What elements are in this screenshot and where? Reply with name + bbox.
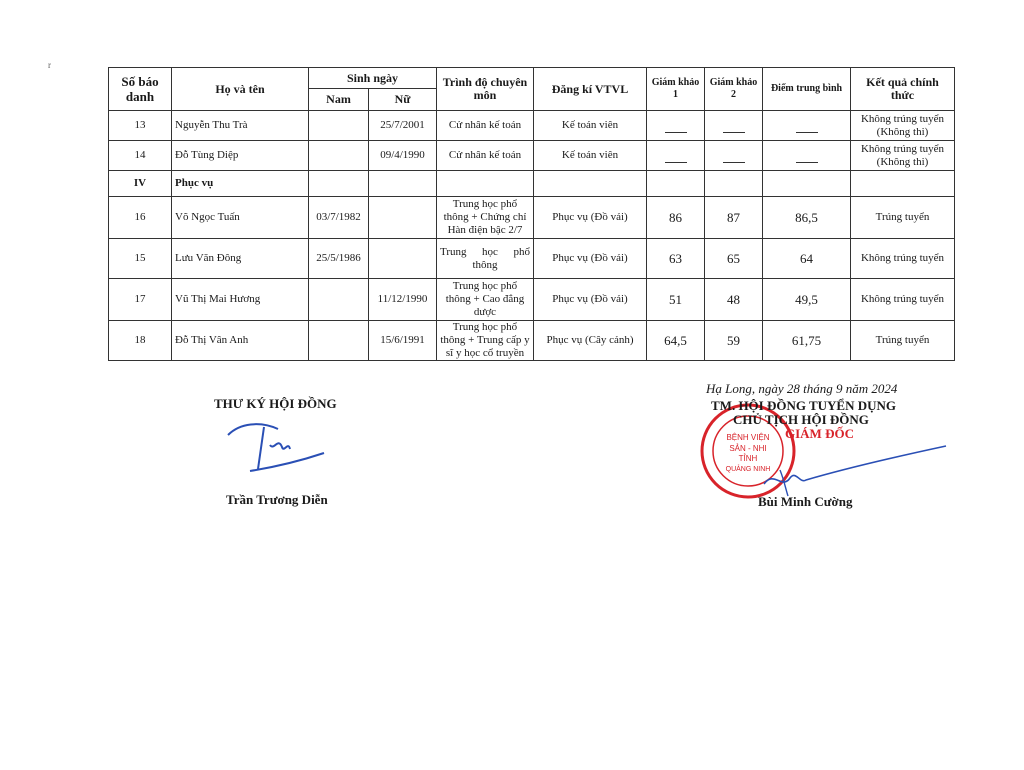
cell-g2: 59 xyxy=(705,321,763,361)
cell-avg: 49,5 xyxy=(763,279,851,321)
cell-female xyxy=(369,239,437,279)
table-row xyxy=(109,279,955,321)
cell-name: Lưu Văn Đông xyxy=(172,239,309,279)
cell-female xyxy=(369,197,437,239)
cell-female: 11/12/1990 xyxy=(369,279,437,321)
cell-position: Kế toán viên xyxy=(534,111,647,141)
cell-result: Trúng tuyển xyxy=(851,197,955,239)
cell-position: Phục vụ (Đồ vải) xyxy=(534,279,647,321)
dash-mark xyxy=(665,132,687,133)
cell-avg: 86,5 xyxy=(763,197,851,239)
cell-g2 xyxy=(705,111,763,141)
chair-title-line: CHỦ TỊCH HỘI ĐỒNG xyxy=(733,412,869,427)
cell-male: 03/7/1982 xyxy=(309,197,369,239)
cell-male: 25/5/1986 xyxy=(309,239,369,279)
cell-name: Nguyễn Thu Trà xyxy=(172,111,309,141)
qual-line-1: Trung học phổ xyxy=(440,245,530,258)
cell-male xyxy=(309,141,369,171)
cell-name: Võ Ngọc Tuấn xyxy=(172,197,309,239)
section-roman: IV xyxy=(109,171,172,197)
secretary-signature xyxy=(220,415,330,485)
svg-text:BỆNH VIỆN: BỆNH VIỆN xyxy=(726,433,770,442)
cell-position: Phục vụ (Đồ vải) xyxy=(534,239,647,279)
table-row xyxy=(109,197,955,239)
cell-g2: 65 xyxy=(705,239,763,279)
cell-qualification: Trung học phổ thông + Cao đẳng dược xyxy=(437,279,534,321)
cell-g1 xyxy=(647,111,705,141)
cell-sbd: 14 xyxy=(109,141,172,171)
cell-name: Đỗ Thị Vân Anh xyxy=(172,321,309,361)
qual-line-2: thông xyxy=(472,258,498,271)
header-female: Nữ xyxy=(369,89,437,111)
table-row xyxy=(109,239,955,279)
cell-result: Trúng tuyển xyxy=(851,321,955,361)
cell-g2 xyxy=(705,141,763,171)
cell-male xyxy=(309,321,369,361)
table-row xyxy=(109,321,955,361)
cell-sbd: 15 xyxy=(109,239,172,279)
header-row xyxy=(109,68,955,89)
header-dob: Sinh ngày xyxy=(309,68,437,89)
cell-female: 09/4/1990 xyxy=(369,141,437,171)
table-row xyxy=(109,111,955,141)
cell-name: Đỗ Tùng Diệp xyxy=(172,141,309,171)
cell-result: Không trúng tuyển xyxy=(851,279,955,321)
dash-mark xyxy=(723,132,745,133)
chair-name: Bùi Minh Cường xyxy=(758,494,853,509)
cell-avg: 64 xyxy=(763,239,851,279)
director-title: GIÁM ĐỐC xyxy=(785,426,854,441)
section-row xyxy=(109,171,955,197)
cell-result: Không trúng tuyển (Không thi) xyxy=(851,141,955,171)
cell-g1: 64,5 xyxy=(647,321,705,361)
results-table xyxy=(108,67,955,361)
header-examiner2: Giám khảo 2 xyxy=(705,68,763,111)
cell-qualification: Trung học phổ thông + Trung cấp y sĩ y học cổ truyền xyxy=(437,321,534,361)
cell-sbd: 18 xyxy=(109,321,172,361)
cell-female: 25/7/2001 xyxy=(369,111,437,141)
header-position: Đăng kí VTVL xyxy=(534,68,647,111)
cell-g1 xyxy=(647,141,705,171)
cell-sbd: 13 xyxy=(109,111,172,141)
svg-text:TỈNH: TỈNH xyxy=(738,454,758,463)
table-row xyxy=(109,141,955,171)
header-name: Họ và tên xyxy=(172,68,309,111)
cell-qualification: Cử nhân kế toán xyxy=(437,111,534,141)
cell-position: Kế toán viên xyxy=(534,141,647,171)
scan-mark: r xyxy=(48,60,51,70)
cell-g2: 87 xyxy=(705,197,763,239)
cell-g1: 63 xyxy=(647,239,705,279)
cell-avg xyxy=(763,141,851,171)
cell-avg: 61,75 xyxy=(763,321,851,361)
cell-g1: 86 xyxy=(647,197,705,239)
secretary-title: THƯ KÝ HỘI ĐỒNG xyxy=(214,396,337,411)
header-sbd: Số báo danh xyxy=(109,68,172,111)
cell-g1: 51 xyxy=(647,279,705,321)
cell-qualification: Cử nhân kế toán xyxy=(437,141,534,171)
cell-qualification: Trung học phổ thông + Chứng chỉ Hàn điện bậc 2/7 xyxy=(437,197,534,239)
header-examiner1: Giám khảo 1 xyxy=(647,68,705,111)
chair-council-line: TM. HỘI ĐỒNG TUYỂN DỤNG xyxy=(711,398,897,413)
cell-avg xyxy=(763,111,851,141)
dash-mark xyxy=(796,132,818,133)
header-result: Kết quả chính thức xyxy=(851,68,955,111)
cell-male xyxy=(309,279,369,321)
svg-text:SẢN - NHI: SẢN - NHI xyxy=(729,444,767,453)
svg-text:QUẢNG NINH: QUẢNG NINH xyxy=(725,466,771,473)
cell-result: Không trúng tuyển (Không thi) xyxy=(851,111,955,141)
header-average: Điểm trung bình xyxy=(763,68,851,111)
cell-result: Không trúng tuyển xyxy=(851,239,955,279)
cell-male xyxy=(309,111,369,141)
cell-sbd: 16 xyxy=(109,197,172,239)
cell-position: Phục vụ (Đồ vải) xyxy=(534,197,647,239)
date-line: Hạ Long, ngày 28 tháng 9 năm 2024 xyxy=(706,381,898,396)
dash-mark xyxy=(723,162,745,163)
cell-sbd: 17 xyxy=(109,279,172,321)
cell-qualification xyxy=(437,239,534,279)
dash-mark xyxy=(796,162,818,163)
cell-g2: 48 xyxy=(705,279,763,321)
chair-signature xyxy=(760,440,950,500)
cell-female: 15/6/1991 xyxy=(369,321,437,361)
header-male: Nam xyxy=(309,89,369,111)
section-title: Phục vụ xyxy=(172,171,309,197)
cell-position: Phục vụ (Cây cảnh) xyxy=(534,321,647,361)
header-qualification: Trình độ chuyên môn xyxy=(437,68,534,111)
cell-name: Vũ Thị Mai Hương xyxy=(172,279,309,321)
dash-mark xyxy=(665,162,687,163)
secretary-name: Trần Trương Diễn xyxy=(226,492,328,507)
